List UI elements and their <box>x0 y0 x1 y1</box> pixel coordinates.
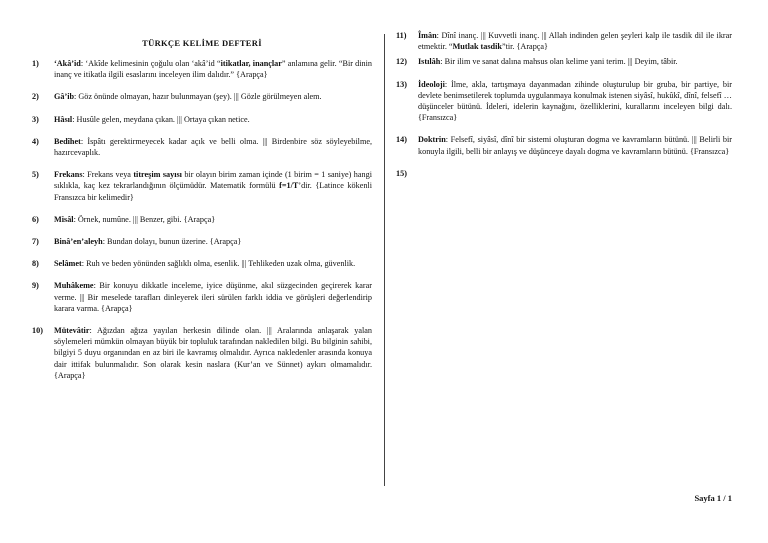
definition-text: bir olayın birim zaman içinde (1 birim = 1 saniye) hangi sıklıkla, kaç kez tekrarlandığının ölçümüdür. Matematik formülü <box>54 170 372 191</box>
emphasized-text: Mutlak tasdik <box>452 42 502 52</box>
entry-number: 4) <box>32 136 39 146</box>
vocab-entry <box>396 56 732 67</box>
vocab-entry <box>32 91 372 102</box>
footer-page-number: 1 / 1 <box>716 493 732 503</box>
definition-text: : Bir konuyu dikkatle inceleme, iyice düşünme, akıl süzgecinden geçirerek karar verme. ||| Bir meselede tarafları dinleyerek ileri sürülen farklı iddia ve görüşleri değerlendirip karara varma. {Arapça} <box>54 281 372 313</box>
entry-term: İdeoloji <box>418 79 445 89</box>
definition-text: : İlme, akla, tartışmaya dayanmadan zihinde oluşturulup bir gruba, bir partiye, bir devlete benimsetilerek toplumda uygulanmaya konulmak istenen siyâsî, hukûkî, dînî, felsefî … düşünceler bütünü. İdeleri, idelerin kaynağını, özelliklerini, kurallarını inceleyen bilgi dalı. {Fransızca} <box>418 79 732 123</box>
emphasized-text: titreşim sayısı <box>133 170 182 180</box>
vocab-entry <box>32 236 372 247</box>
entry-term: Selâmet <box>54 259 82 269</box>
entry-number: 13) <box>396 79 407 89</box>
entry-definition <box>54 236 372 247</box>
definition-text: : Ağızdan ağıza yayılan herkesin dilinde olan. ||| Aralarında anlaşarak yalan söylemeleri mümkün olmayan büyük bir topluluk tarafından nakledilen bilgi. Bu bilginin sahibi, bilgiyi 5 duyu organından en az biri ile kavramış olmalıdır. Ayrıca nakledenler arasında konuya dair ittifak bulunmalıdır. Son olarak kesin naslara (Kur’an ve Sünnet) aykırı olmamalıdır. {Arapça} <box>54 326 372 380</box>
entry-definition <box>54 91 372 102</box>
entry-number: 8) <box>32 259 39 269</box>
definition-text: : İspâtı gerektirmeyecek kadar açık ve belli olma. ||| Birdenbire söz söyleyebilme, hazırcevaplık. <box>54 136 372 158</box>
definition-text: : Bir ilim ve sanat dalına mahsus olan kelime yani terim. ||| Deyim, tâbir. <box>440 57 678 67</box>
entry-definition <box>54 258 372 269</box>
entry-list-left <box>32 58 372 381</box>
entry-term: Doktrin <box>418 135 446 145</box>
definition-text: : Ruh ve beden yönünden sağlıklı olma, esenlik. ||| Tehlikeden uzak olma, güvenlik. <box>81 259 356 269</box>
entry-number: 2) <box>32 92 39 102</box>
definition-text: ’dir. {Latince kökenli Fransızca bir kelimedir} <box>54 181 372 202</box>
document-title: TÜRKÇE KELİME DEFTERİ <box>142 38 262 48</box>
entry-term: Gâ’ib <box>54 92 75 102</box>
entry-number: 15) <box>396 168 407 178</box>
vocab-entry <box>32 325 372 381</box>
entry-definition <box>54 214 372 225</box>
entry-term: ‘Akâ’id <box>54 59 81 68</box>
entry-definition <box>418 30 732 52</box>
entry-number: 1) <box>32 59 39 68</box>
entry-list-right <box>396 30 732 179</box>
vocab-entry <box>32 258 372 269</box>
definition-text: : Örnek, numûne. ||| Benzer, gibi. {Arapça} <box>73 214 216 224</box>
emphasized-text: f=1/T <box>279 181 299 191</box>
vocab-entry <box>32 114 372 125</box>
vocab-entry <box>396 134 732 156</box>
definition-text: : ‘Akîde kelimesinin çoğulu olan ‘akâ’id “ <box>80 59 221 68</box>
entry-number: 10) <box>32 326 43 336</box>
entry-definition <box>418 56 732 67</box>
vocab-entry <box>32 214 372 225</box>
vocab-entry <box>396 30 732 52</box>
entry-number: 9) <box>32 281 39 291</box>
entry-term: Bedîhet <box>54 136 81 146</box>
right-column <box>396 30 732 179</box>
entry-number: 14) <box>396 135 407 145</box>
definition-text: : Dînî inanç. ||| Kuvvetli inanç. ||| Allah indinden gelen şeyleri kalp ile tasdik dil ile ikrar etmektir. “ <box>418 31 732 52</box>
definition-text: ” anlamına gelir. “Bir dinin inanç ve itikatla ilgili esaslarını inceleyen ilim dalıdır.” {Arapça} <box>54 59 372 80</box>
footer-label: Sayfa <box>694 493 715 503</box>
entry-definition <box>54 280 372 314</box>
entry-definition <box>54 58 372 80</box>
entry-number: 12) <box>396 57 407 67</box>
definition-text: : Frekans veya <box>82 170 134 180</box>
entry-term: Îmân <box>418 31 437 40</box>
vocab-entry <box>396 79 732 124</box>
entry-definition <box>54 169 372 203</box>
definition-text: : Felsefî, siyâsî, dînî bir sistemi oluşturan dogma ve kavramların bütünü. ||| Belirli bir konuyla ilgili, belli bir anlayış ve düşünceye dayalı dogma ve kavramların bütünü. {Fransızca} <box>418 135 732 156</box>
entry-term: Muhâkeme <box>54 281 94 291</box>
entry-number: 6) <box>32 214 39 224</box>
definition-text: : Göz önünde olmayan, hazır bulunmayan (şey). ||| Gözle görülmeyen alem. <box>74 92 322 102</box>
definition-text: ”tir. {Arapça} <box>501 42 548 52</box>
entry-number: 11) <box>396 31 407 40</box>
vocab-entry <box>32 136 372 158</box>
vocab-entry <box>396 168 732 179</box>
definition-text: : Bundan dolayı, bunun üzerine. {Arapça} <box>102 237 242 247</box>
entry-term: Istılâh <box>418 57 441 67</box>
page-footer <box>694 493 732 503</box>
entry-number: 7) <box>32 237 39 247</box>
entry-definition <box>54 114 372 125</box>
entry-definition <box>54 325 372 381</box>
emphasized-text: itikatlar, inançlar <box>220 59 282 68</box>
entry-term: Binâ’en’aleyh <box>54 237 103 247</box>
entry-term: Mütevâtir <box>54 326 90 336</box>
vocab-entry <box>32 280 372 314</box>
column-divider <box>384 34 385 486</box>
entry-number: 5) <box>32 170 39 180</box>
vocab-entry <box>32 58 372 80</box>
entry-definition <box>54 136 372 158</box>
vocab-entry <box>32 169 372 203</box>
entry-definition <box>418 79 732 124</box>
entry-definition <box>418 134 732 156</box>
entry-term: Frekans <box>54 170 83 180</box>
entry-term: Misâl <box>54 214 74 224</box>
definition-text: : Husûle gelen, meydana çıkan. ||| Ortaya çıkan netice. <box>72 114 250 124</box>
entry-term: Hâsıl <box>54 114 73 124</box>
entry-definition <box>418 168 732 179</box>
entry-number: 3) <box>32 114 39 124</box>
left-column <box>32 30 372 381</box>
